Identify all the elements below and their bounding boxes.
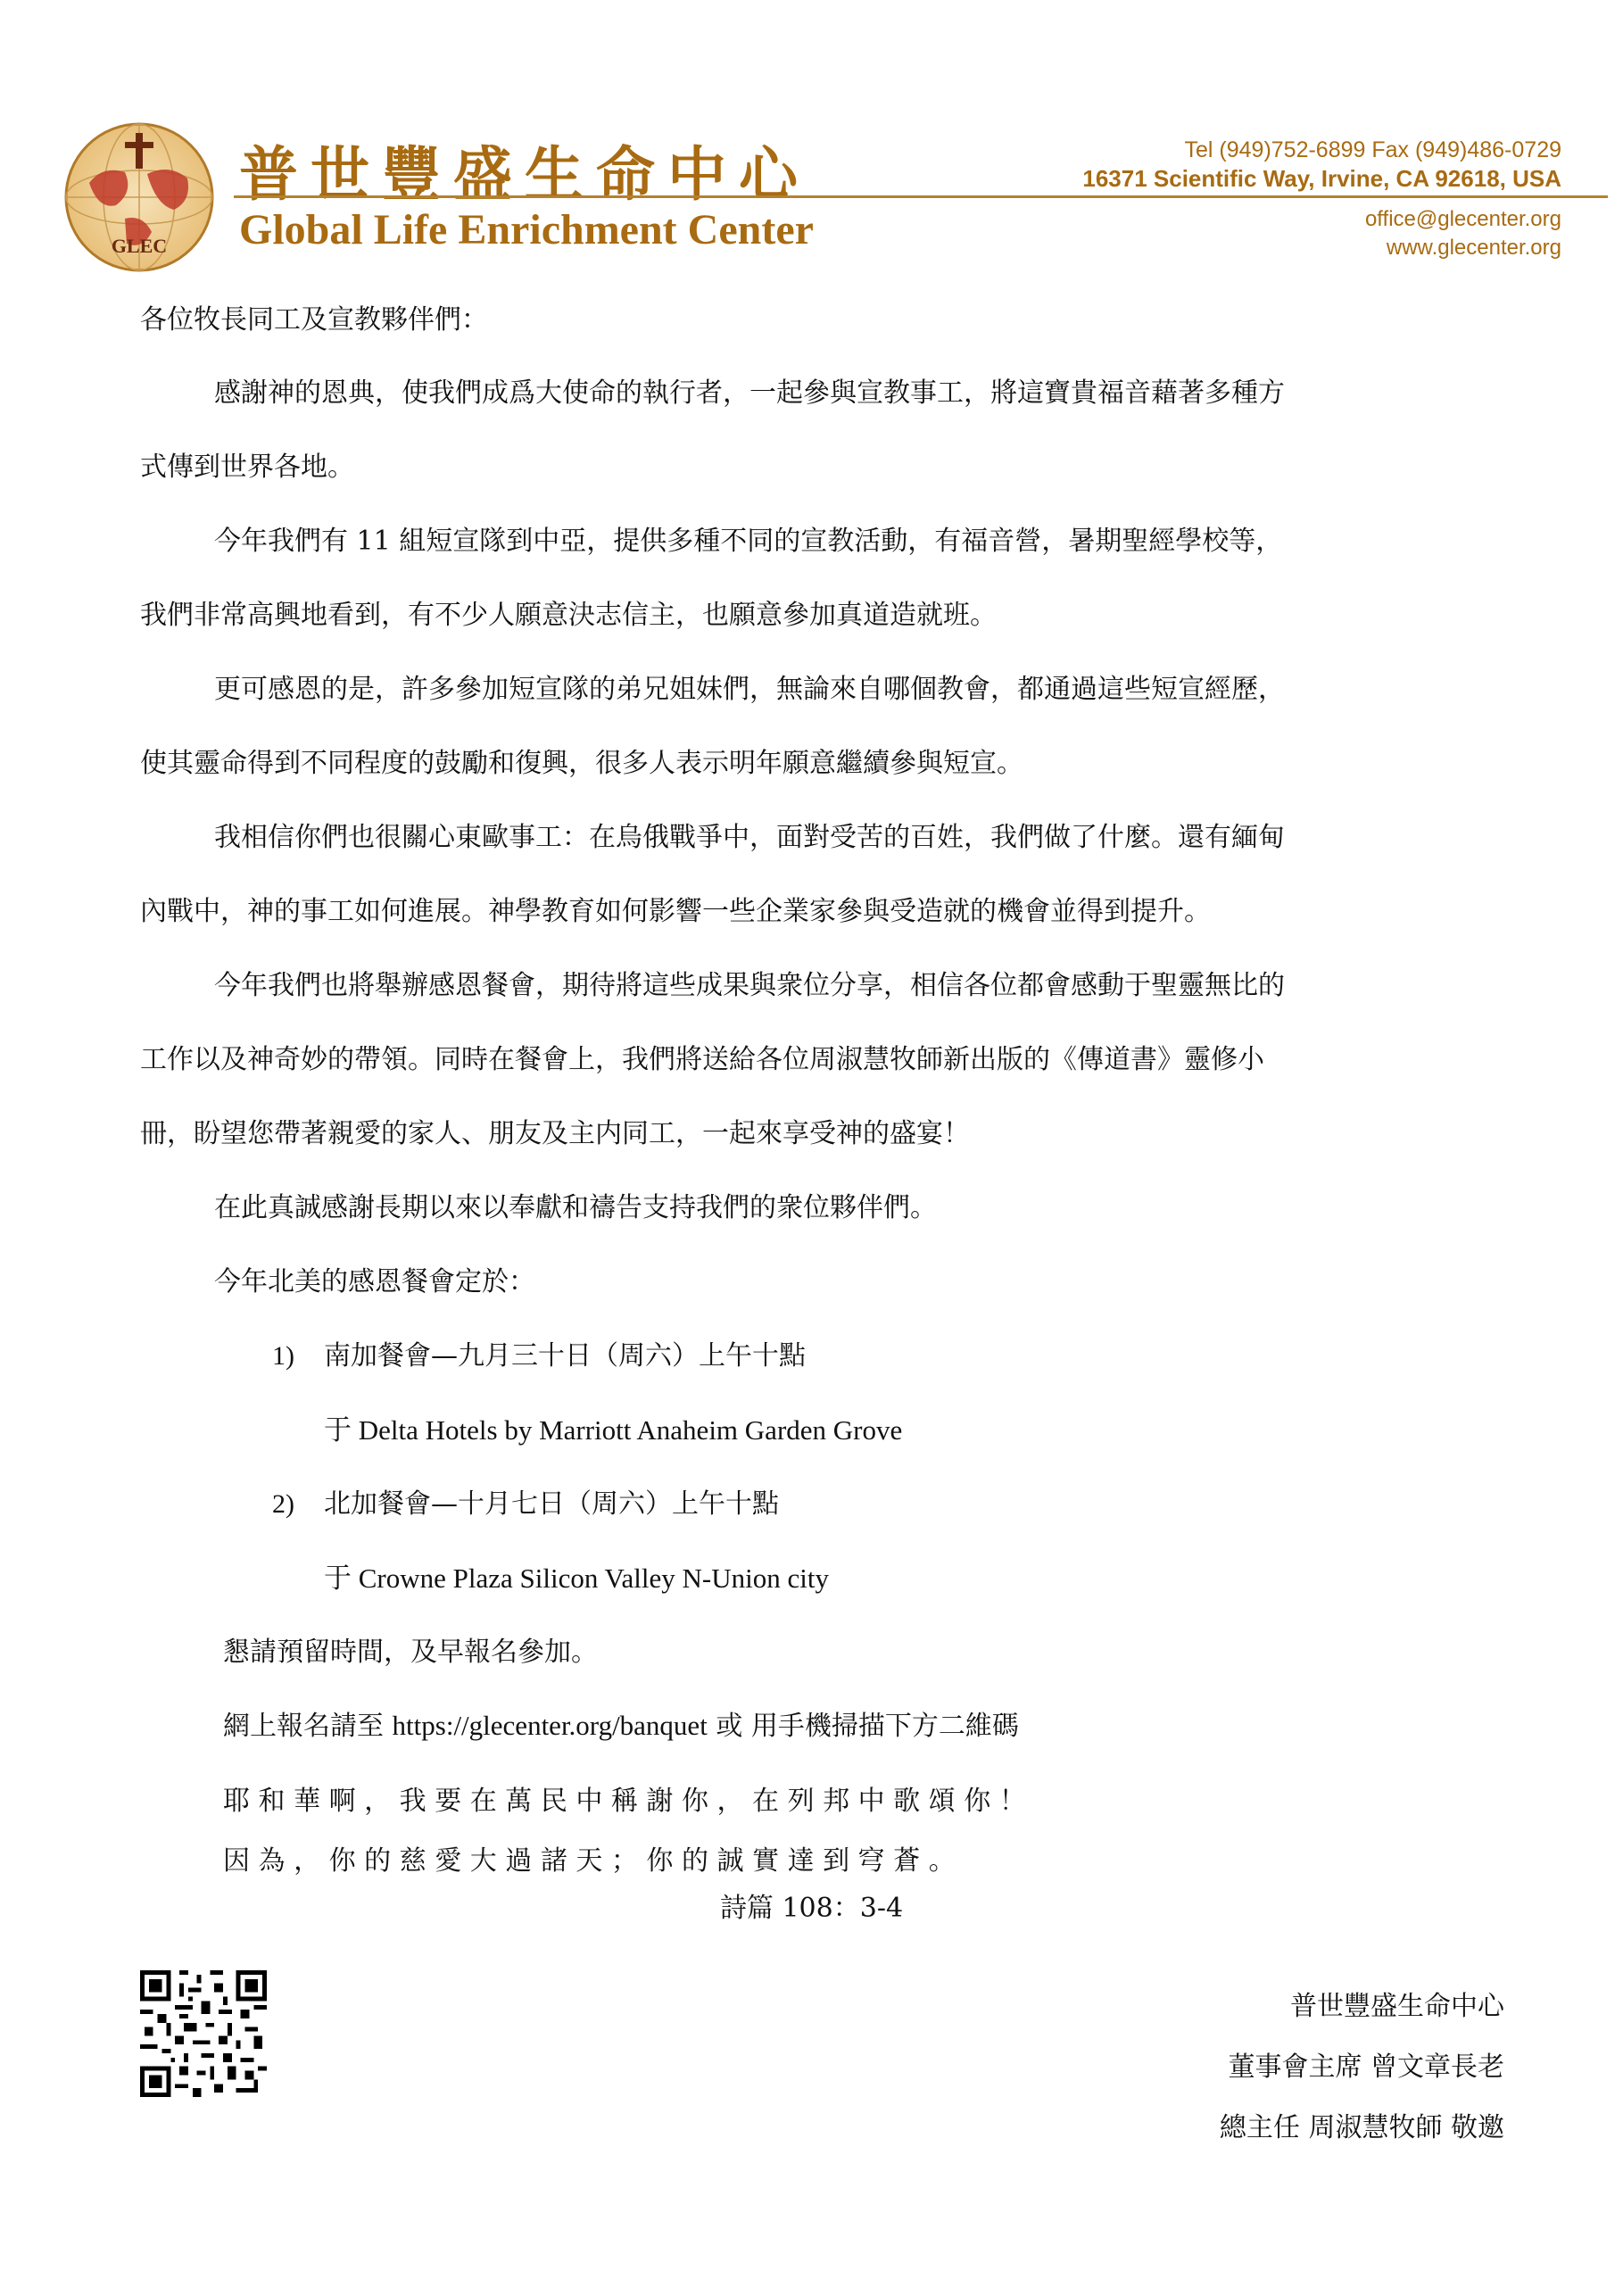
verse-line-2: 因 為 ， 你 的 慈 愛 大 過 諸 天 ； 你 的 誠 實 達 到 穹 蒼 。 xyxy=(223,1845,956,1877)
paragraph-4-line-2: 內戰中，神的事工如何進展。神學教育如何影響一些企業家參與受造就的機會並得到提升。 xyxy=(140,896,1211,927)
event-1-venue: 于 Delta Hotels by Marriott Anaheim Garden Grove xyxy=(324,1414,903,1446)
event-2-number: 2) xyxy=(272,1489,294,1519)
letterhead xyxy=(62,116,1561,281)
event-2 xyxy=(272,1481,779,1521)
register-line xyxy=(223,1703,1019,1743)
register-suffix: 或 用手機掃描下方二維碼 xyxy=(716,1711,1019,1742)
globe-cross-logo-icon xyxy=(62,120,216,274)
paragraph-5-line-1: 今年我們也將舉辦感恩餐會，期待將這些成果與衆位分享，相信各位都會感動于聖靈無比的 xyxy=(214,970,1285,1001)
paragraph-3-line-2: 使其靈命得到不同程度的鼓勵和復興，很多人表示明年願意繼續參與短宣。 xyxy=(140,748,1023,779)
contact-phone-address xyxy=(1082,136,1561,193)
contact-online xyxy=(1365,205,1561,262)
logo-abbr: GLEC xyxy=(111,235,168,257)
greeting: 各位牧長同工及宣教夥伴們： xyxy=(140,304,488,336)
org-name-english: Global Life Enrichment Center xyxy=(239,206,814,253)
paragraph-5-line-2: 工作以及神奇妙的帶領。同時在餐會上，我們將送給各位周淑慧牧師新出版的《傳道書》靈修小 xyxy=(140,1044,1264,1075)
qr-code-icon[interactable] xyxy=(140,1970,267,2097)
event-1-title: 南加餐會—九月三十日（周六）上午十點 xyxy=(324,1340,806,1372)
paragraph-4-line-1: 我相信你們也很關心東歐事工：在烏俄戰爭中，面對受苦的百姓，我們做了什麼。還有緬甸 xyxy=(214,822,1285,853)
org-name-chinese: 普世豐盛生命中心 xyxy=(239,139,810,209)
verse-reference: 詩篇 108：3-4 xyxy=(719,1893,904,1924)
register-url-link[interactable]: https://glecenter.org/banquet xyxy=(392,1710,708,1741)
thanks-line: 在此真誠感謝長期以來以奉獻和禱告支持我們的衆位夥伴們。 xyxy=(214,1192,937,1223)
paragraph-3-line-1: 更可感恩的是，許多參加短宣隊的弟兄姐妹們，無論來自哪個教會，都通過這些短宣經歷， xyxy=(214,674,1285,705)
event-1 xyxy=(272,1333,806,1372)
event-2-venue: 于 Crowne Plaza Silicon Valley N-Union city xyxy=(324,1562,829,1594)
street-address: 16371 Scientific Way, Irvine, CA 92618, USA xyxy=(1082,165,1561,192)
signature-chair: 董事會主席 曾文章長老 xyxy=(1228,2051,1504,2083)
event-1-number: 1) xyxy=(272,1341,294,1371)
paragraph-2-line-2: 我們非常高興地看到，有不少人願意決志信主，也願意參加真道造就班。 xyxy=(140,600,997,631)
register-prefix: 網上報名請至 xyxy=(223,1711,384,1742)
paragraph-1-line-2: 式傳到世界各地。 xyxy=(140,452,354,483)
tel-fax: Tel (949)752-6899 Fax (949)486-0729 xyxy=(1184,137,1561,162)
website-link[interactable]: www.glecenter.org xyxy=(1386,236,1561,260)
event-2-title: 北加餐會—十月七日（周六）上午十點 xyxy=(324,1488,779,1520)
signature-org: 普世豐盛生命中心 xyxy=(1290,1991,1504,2022)
paragraph-2-line-1: 今年我們有 11 組短宣隊到中亞，提供多種不同的宣教活動，有福音營，暑期聖經學校等， xyxy=(214,526,1283,557)
email-address[interactable]: office@glecenter.org xyxy=(1364,207,1561,231)
schedule-intro: 今年北美的感恩餐會定於： xyxy=(214,1266,535,1297)
paragraph-1-line-1: 感謝神的恩典，使我們成爲大使命的執行者，一起參與宣教事工，將這寶貴福音藉著多種方 xyxy=(214,377,1285,409)
signature-director: 總主任 周淑慧牧師 敬邀 xyxy=(1219,2112,1504,2143)
paragraph-5-line-3: 冊，盼望您帶著親愛的家人、朋友及主内同工，一起來享受神的盛宴！ xyxy=(140,1118,970,1149)
verse-line-1: 耶 和 華 啊 ， 我 要 在 萬 民 中 稱 謝 你 ， 在 列 邦 中 歌 頌 你 ！ xyxy=(223,1786,1026,1817)
rsvp-line: 懇請預留時間，及早報名參加。 xyxy=(223,1637,598,1668)
header-divider xyxy=(234,195,1608,198)
